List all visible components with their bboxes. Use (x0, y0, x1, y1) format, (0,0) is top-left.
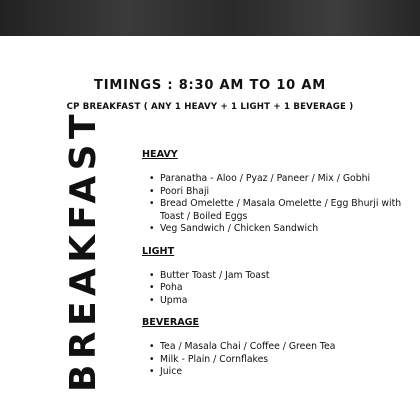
menu-item: • Veg Sandwich / Chicken Sandwich (146, 223, 410, 236)
menu-list (140, 142, 410, 379)
beverage-section (140, 317, 410, 379)
timings-heading: TIMINGS : 8:30 AM TO 10 AM (94, 78, 326, 93)
menu-subtitle: CP BREAKFAST ( ANY 1 HEAVY + 1 LIGHT + 1 BEVERAGE ) (66, 102, 354, 112)
beverage-items (146, 341, 410, 379)
light-heading: LIGHT (142, 245, 175, 257)
heavy-heading: HEAVY (142, 149, 178, 160)
light-items (146, 270, 410, 308)
menu-item: • Butter Toast / Jam Toast (146, 270, 410, 283)
menu-item: • Poha (146, 282, 410, 295)
menu-item: • Upma (146, 295, 410, 308)
beverage-heading: BEVERAGE (142, 317, 200, 328)
menu-item: • Milk - Plain / Cornflakes (146, 354, 410, 367)
light-section (140, 246, 410, 308)
heavy-section (140, 149, 410, 236)
menu-item: • Paranatha - Aloo / Pyaz / Paneer / Mix / Gobhi (146, 173, 410, 186)
heavy-items (146, 173, 410, 236)
menu-item: • Poori Bhaji (146, 186, 410, 199)
menu-item: • Tea / Masala Chai / Coffee / Green Tea (146, 341, 410, 354)
header-banner (0, 0, 420, 36)
breakfast-vertical-title: BREAKFAST (63, 109, 104, 392)
menu-item: • Bread Omelette / Masala Omelette / Egg Bhurji with Toast / Boiled Eggs (146, 198, 410, 223)
menu-item: • Juice (146, 366, 410, 379)
